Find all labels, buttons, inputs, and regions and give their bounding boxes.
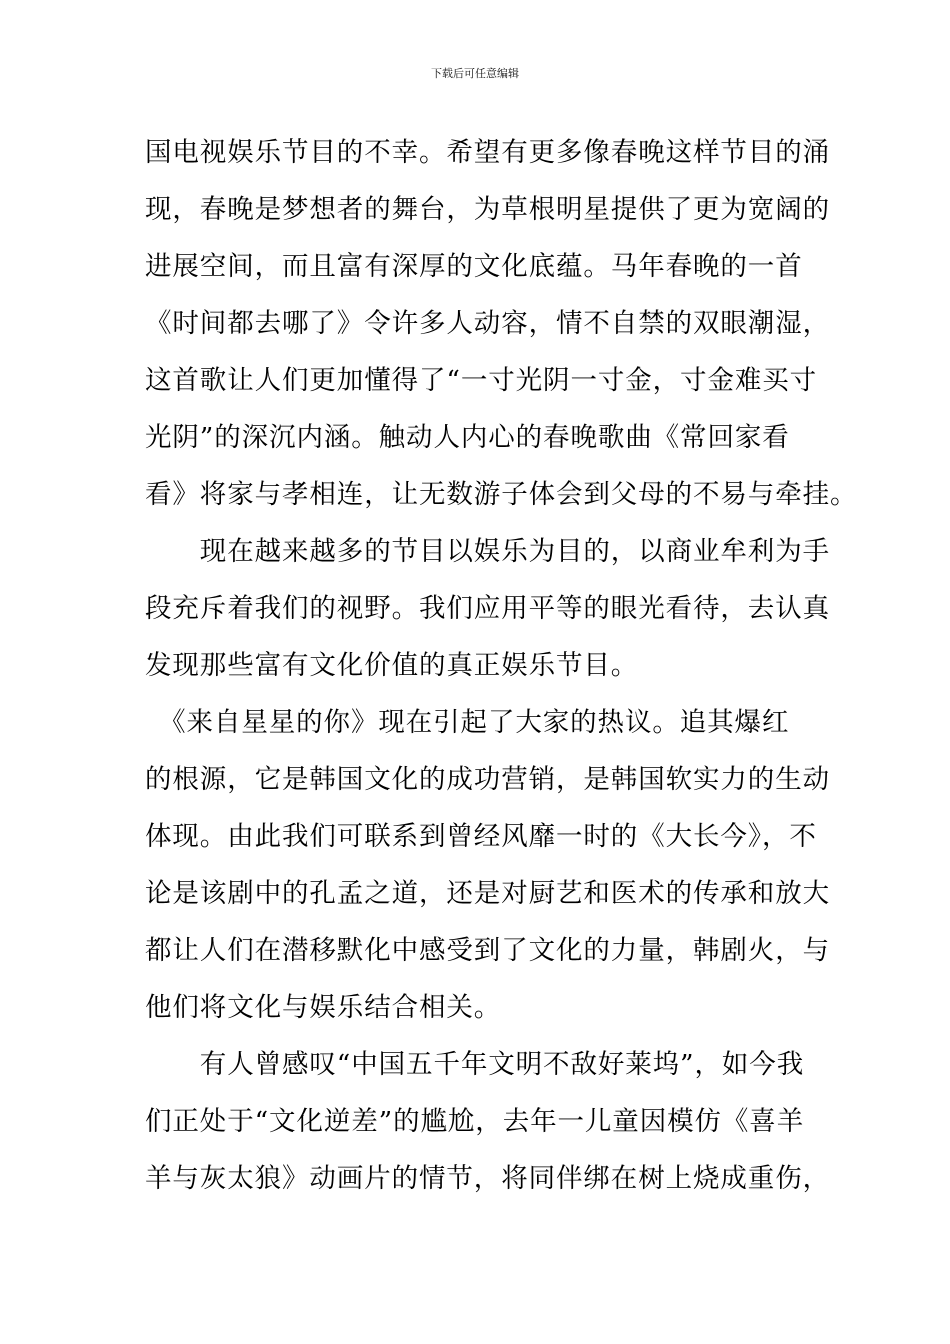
text-line: 都让人们在潜移默化中感受到了文化的力量，韩剧火，与 bbox=[145, 935, 830, 966]
text-line: 国电视娱乐节目的不幸。希望有更多像春晚这样节目的涌 bbox=[145, 137, 830, 168]
text-line: 现，春晚是梦想者的舞台，为草根明星提供了更为宽阔的 bbox=[145, 194, 830, 225]
text-line: 段充斥着我们的视野。我们应用平等的眼光看待，去认真 bbox=[145, 593, 830, 624]
text-line: 光阴”的深沉内涵。触动人内心的春晚歌曲《常回家看 bbox=[145, 422, 790, 453]
text-line: 这首歌让人们更加懂得了“一寸光阴一寸金，寸金难买寸 bbox=[145, 365, 818, 396]
text-line: 的根源，它是韩国文化的成功营销，是韩国软实力的生动 bbox=[145, 764, 830, 795]
paragraph-start-line: 《来自星星的你》现在引起了大家的热议。追其爆红 bbox=[145, 707, 790, 738]
text-line: 们正处于“文化逆差”的尴尬，去年一儿童因模仿《喜羊 bbox=[145, 1106, 805, 1137]
page-header: 下载后可任意编辑 bbox=[431, 67, 519, 80]
paragraph-start-line: 现在越来越多的节目以娱乐为目的，以商业牟利为手 bbox=[145, 536, 830, 567]
text-line: 发现那些富有文化价值的真正娱乐节目。 bbox=[145, 650, 639, 681]
text-line: 进展空间，而且富有深厚的文化底蕴。马年春晚的一首 bbox=[145, 251, 803, 282]
text-line: 体现。由此我们可联系到曾经风靡一时的《大长今》，不 bbox=[145, 821, 817, 852]
text-line: 论是该剧中的孔孟之道，还是对厨艺和医术的传承和放大 bbox=[145, 878, 830, 909]
text-line: 他们将文化与娱乐结合相关。 bbox=[145, 992, 502, 1023]
text-line: 看》将家与孝相连，让无数游子体会到父母的不易与牵挂。 bbox=[145, 479, 858, 510]
paragraph-start-line: 有人曾感叹“中国五千年文明不敌好莱坞”，如今我 bbox=[145, 1049, 805, 1080]
text-line: 羊与灰太狼》动画片的情节，将同伴绑在树上烧成重伤， bbox=[145, 1163, 830, 1194]
text-line: 《时间都去哪了》令许多人动容，情不自禁的双眼潮湿， bbox=[145, 308, 830, 339]
